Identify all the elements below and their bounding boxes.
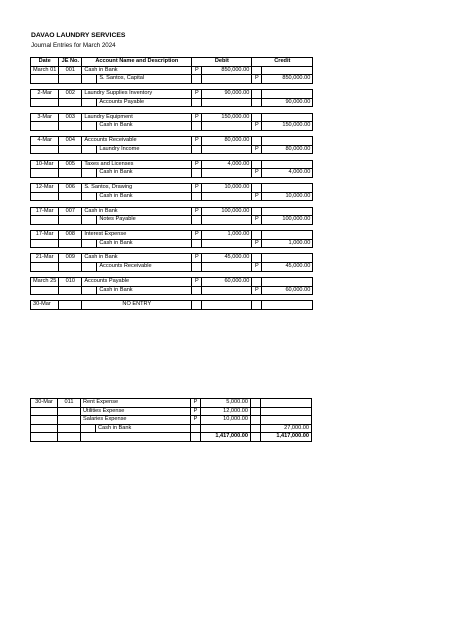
je-number: [58, 416, 81, 425]
account-name-debit: Laundry Supplies Inventory: [82, 90, 192, 99]
credit-amount: [262, 184, 313, 193]
account-name-credit: Cash in Bank: [97, 169, 192, 178]
indent-cell: [82, 239, 97, 248]
je-no-column-header: JE No.: [59, 58, 82, 67]
debit-post-ref: P: [191, 407, 201, 416]
entry-date: 10-Mar: [31, 160, 59, 169]
je-number: [59, 301, 82, 310]
debit-amount: [202, 192, 252, 201]
debit-amount: 10,000.00: [201, 416, 251, 425]
debit-post-ref: [192, 216, 202, 225]
date-column-header: Date: [31, 58, 59, 67]
entry-date: 2-Mar: [31, 90, 59, 99]
journal-line-row: [31, 424, 312, 433]
journal-line-row: [31, 416, 312, 425]
credit-post-ref: P: [252, 75, 262, 84]
credit-amount: [262, 66, 313, 75]
entry-date: 21-Mar: [31, 254, 59, 263]
account-name-credit: S. Santos, Capital: [97, 75, 192, 84]
credit-post-ref: P: [252, 122, 262, 131]
indent-cell: [82, 263, 97, 272]
debit-post-ref: P: [192, 230, 202, 239]
account-name-debit: S. Santos, Drawing: [82, 184, 192, 193]
credit-post-ref: [251, 407, 261, 416]
debit-amount: 90,000.00: [202, 90, 252, 99]
entry-date: [31, 407, 58, 416]
credit-amount: [261, 416, 312, 425]
debit-amount: [202, 145, 252, 154]
je-number: 001: [59, 66, 82, 75]
je-number: 008: [59, 230, 82, 239]
credit-post-ref: [252, 98, 262, 107]
indent-cell: [82, 192, 97, 201]
entry-date: [31, 424, 58, 433]
je-number: 005: [59, 160, 82, 169]
je-number: [59, 286, 82, 295]
credit-amount: [262, 160, 313, 169]
journal-line-row: [31, 192, 313, 201]
journal-line-row: [31, 216, 313, 225]
journal-line-row: [31, 98, 313, 107]
empty-cell: [191, 433, 201, 442]
je-number: [59, 145, 82, 154]
journal-line-row: [31, 286, 313, 295]
credit-amount: 80,000.00: [262, 145, 313, 154]
debit-amount: 60,000.00: [202, 277, 252, 286]
debit-amount: [202, 75, 252, 84]
account-name-debit: Laundry Equipment: [82, 113, 192, 122]
entry-date: [31, 75, 59, 84]
debit-post-ref: P: [192, 160, 202, 169]
account-name-debit: Interest Expense: [82, 230, 192, 239]
credit-amount: 150,000.00: [262, 122, 313, 131]
credit-column-header: Credit: [252, 58, 313, 67]
credit-amount: [262, 137, 313, 146]
debit-amount: 12,000.00: [201, 407, 251, 416]
entry-date: 17-Mar: [31, 230, 59, 239]
journal-line-row: [31, 184, 313, 193]
journal-line-row: [31, 90, 313, 99]
account-name-debit: Salaries Expense: [81, 416, 191, 425]
account-name-credit: Cash in Bank: [97, 286, 192, 295]
je-number: 004: [59, 137, 82, 146]
journal-line-row: [31, 113, 313, 122]
empty-cell: [192, 301, 202, 310]
report-subtitle: Journal Entries for March 2024: [31, 42, 116, 49]
no-entry-row: [31, 301, 313, 310]
debit-amount: 4,000.00: [202, 160, 252, 169]
credit-post-ref: [252, 113, 262, 122]
journal-line-row: [31, 399, 312, 408]
account-name-debit: Utilities Expense: [81, 407, 191, 416]
je-number: [59, 263, 82, 272]
debit-amount: [202, 263, 252, 272]
table-header-row: [31, 58, 313, 67]
debit-post-ref: [192, 263, 202, 272]
indent-cell: [82, 145, 97, 154]
entry-date: [31, 416, 58, 425]
journal-line-row: [31, 122, 313, 131]
entry-date: [31, 122, 59, 131]
entry-date: 3-Mar: [31, 113, 59, 122]
debit-amount: [202, 98, 252, 107]
entry-date: March 01: [31, 66, 59, 75]
debit-post-ref: P: [192, 137, 202, 146]
credit-post-ref: [252, 66, 262, 75]
debit-amount: [201, 424, 251, 433]
indent-cell: [82, 169, 97, 178]
je-number: [58, 424, 81, 433]
total-credit: 1,417,000.00: [261, 433, 312, 442]
account-name-credit: Cash in Bank: [97, 239, 192, 248]
credit-post-ref: P: [252, 286, 262, 295]
journal-table: [30, 57, 313, 310]
entry-date: 30-Mar: [31, 301, 59, 310]
indent-cell: [82, 216, 97, 225]
company-name: DAVAO LAUNDRY SERVICES: [31, 32, 126, 39]
debit-post-ref: [192, 169, 202, 178]
credit-post-ref: [252, 230, 262, 239]
debit-post-ref: P: [192, 277, 202, 286]
indent-cell: [81, 424, 96, 433]
empty-cell: [202, 301, 252, 310]
entry-date: [31, 286, 59, 295]
journal-line-row: [31, 75, 313, 84]
debit-amount: 45,000.00: [202, 254, 252, 263]
debit-amount: [202, 286, 252, 295]
debit-post-ref: P: [191, 399, 201, 408]
credit-post-ref: P: [252, 263, 262, 272]
indent-cell: [82, 98, 97, 107]
empty-cell: [31, 433, 58, 442]
entry-date: March 25: [31, 277, 59, 286]
je-number: 006: [59, 184, 82, 193]
credit-amount: 10,000.00: [262, 192, 313, 201]
credit-post-ref: [252, 254, 262, 263]
account-column-header: Account Name and Description: [82, 58, 192, 67]
debit-post-ref: [192, 122, 202, 131]
journal-line-row: [31, 407, 312, 416]
credit-amount: 45,000.00: [262, 263, 313, 272]
je-number: 009: [59, 254, 82, 263]
credit-post-ref: P: [252, 192, 262, 201]
credit-post-ref: [252, 277, 262, 286]
entry-date: 17-Mar: [31, 207, 59, 216]
credit-amount: [262, 207, 313, 216]
account-name-debit: Rent Expense: [81, 399, 191, 408]
je-number: [59, 239, 82, 248]
credit-post-ref: P: [252, 216, 262, 225]
credit-amount: [261, 399, 312, 408]
debit-post-ref: P: [192, 254, 202, 263]
debit-amount: 150,000.00: [202, 113, 252, 122]
entry-date: [31, 145, 59, 154]
credit-post-ref: [252, 160, 262, 169]
account-name-credit: Cash in Bank: [96, 424, 191, 433]
empty-cell: [252, 301, 262, 310]
credit-post-ref: [251, 424, 261, 433]
journal-line-row: [31, 277, 313, 286]
account-name-debit: Accounts Payable: [82, 277, 192, 286]
debit-column-header: Debit: [192, 58, 252, 67]
credit-amount: [262, 113, 313, 122]
journal-line-row: [31, 207, 313, 216]
je-number: [59, 169, 82, 178]
empty-cell: [262, 301, 313, 310]
journal-line-row: [31, 230, 313, 239]
credit-amount: 850,000.00: [262, 75, 313, 84]
je-number: 007: [59, 207, 82, 216]
debit-post-ref: P: [192, 184, 202, 193]
je-number: 010: [59, 277, 82, 286]
debit-amount: 1,000.00: [202, 230, 252, 239]
debit-amount: 80,000.00: [202, 137, 252, 146]
entry-date: [31, 239, 59, 248]
credit-post-ref: [252, 90, 262, 99]
credit-amount: [262, 254, 313, 263]
journal-line-row: [31, 145, 313, 154]
account-name-debit: Taxes and Licenses: [82, 160, 192, 169]
credit-post-ref: P: [252, 145, 262, 154]
debit-amount: [202, 122, 252, 131]
credit-post-ref: P: [252, 169, 262, 178]
debit-post-ref: [192, 75, 202, 84]
journal-line-row: [31, 239, 313, 248]
debit-amount: 100,000.00: [202, 207, 252, 216]
entry-date: [31, 169, 59, 178]
journal-line-row: [31, 137, 313, 146]
journal-line-row: [31, 169, 313, 178]
debit-amount: 10,000.00: [202, 184, 252, 193]
entry-date: [31, 216, 59, 225]
debit-post-ref: P: [192, 207, 202, 216]
account-name-credit: Cash in Bank: [97, 122, 192, 131]
credit-amount: [262, 230, 313, 239]
debit-post-ref: [192, 192, 202, 201]
je-number: 011: [58, 399, 81, 408]
credit-post-ref: [251, 416, 261, 425]
account-name-debit: Cash in Bank: [82, 66, 192, 75]
je-number: [58, 407, 81, 416]
credit-amount: 90,000.00: [262, 98, 313, 107]
debit-post-ref: P: [192, 113, 202, 122]
credit-amount: [262, 90, 313, 99]
empty-cell: [58, 433, 81, 442]
account-name-debit: Cash in Bank: [82, 254, 192, 263]
je-number: 002: [59, 90, 82, 99]
credit-amount: [261, 407, 312, 416]
indent-cell: [82, 286, 97, 295]
je-number: [59, 192, 82, 201]
account-name-credit: Notes Payable: [97, 216, 192, 225]
debit-amount: 5,000.00: [201, 399, 251, 408]
credit-post-ref: P: [252, 239, 262, 248]
debit-post-ref: P: [192, 66, 202, 75]
je-number: [59, 216, 82, 225]
entry-date: 12-Mar: [31, 184, 59, 193]
journal-line-row: [31, 263, 313, 272]
credit-post-ref: [251, 399, 261, 408]
debit-post-ref: P: [191, 416, 201, 425]
account-name-credit: Laundry Income: [97, 145, 192, 154]
indent-cell: [82, 75, 97, 84]
debit-post-ref: [192, 239, 202, 248]
je-number: [59, 75, 82, 84]
credit-amount: 60,000.00: [262, 286, 313, 295]
entry-date: [31, 192, 59, 201]
entry-date: 4-Mar: [31, 137, 59, 146]
je-number: [59, 98, 82, 107]
account-name-debit: Accounts Receivable: [82, 137, 192, 146]
debit-post-ref: [192, 286, 202, 295]
credit-post-ref: [252, 137, 262, 146]
account-name-credit: Cash in Bank: [97, 192, 192, 201]
credit-amount: 100,000.00: [262, 216, 313, 225]
entry-date: [31, 263, 59, 272]
debit-post-ref: [192, 145, 202, 154]
debit-amount: [202, 239, 252, 248]
totals-row: [31, 433, 312, 442]
credit-post-ref: [252, 207, 262, 216]
journal-table-continued: [30, 398, 312, 442]
total-debit: 1,417,000.00: [201, 433, 251, 442]
entry-date: [31, 98, 59, 107]
indent-cell: [82, 122, 97, 131]
debit-post-ref: [192, 98, 202, 107]
entry-date: 30-Mar: [31, 399, 58, 408]
empty-cell: [81, 433, 191, 442]
je-number: [59, 122, 82, 131]
credit-amount: [262, 277, 313, 286]
credit-amount: 1,000.00: [262, 239, 313, 248]
account-name-debit: Cash in Bank: [82, 207, 192, 216]
debit-amount: [202, 169, 252, 178]
debit-post-ref: [191, 424, 201, 433]
credit-amount: 27,000.00: [261, 424, 312, 433]
credit-amount: 4,000.00: [262, 169, 313, 178]
credit-post-ref: [252, 184, 262, 193]
journal-line-row: [31, 160, 313, 169]
journal-line-row: [31, 66, 313, 75]
empty-cell: [251, 433, 261, 442]
je-number: 003: [59, 113, 82, 122]
debit-amount: [202, 216, 252, 225]
journal-line-row: [31, 254, 313, 263]
no-entry-label: NO ENTRY: [82, 301, 192, 310]
account-name-credit: Accounts Receivable: [97, 263, 192, 272]
debit-post-ref: P: [192, 90, 202, 99]
account-name-credit: Accounts Payable: [97, 98, 192, 107]
debit-amount: 850,000.00: [202, 66, 252, 75]
